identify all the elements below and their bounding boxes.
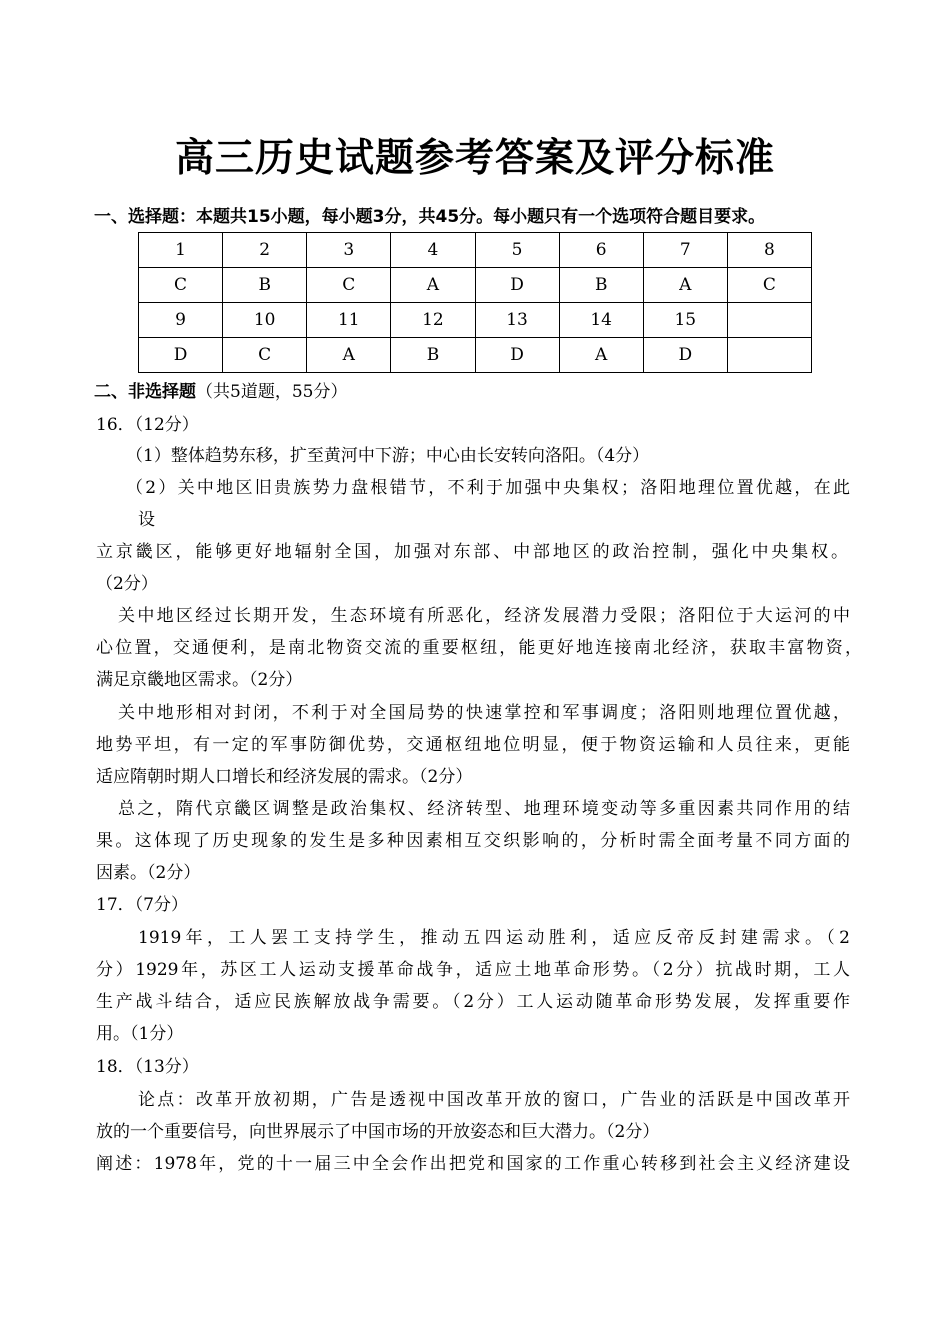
table-cell: 12 — [391, 303, 475, 338]
q16-part2-line1: （2）关中地区旧贵族势力盘根错节，不利于加强中央集权；洛阳地理位置优越，在此 — [126, 478, 850, 498]
table-cell: 4 — [391, 233, 475, 268]
table-cell: C — [307, 268, 391, 303]
table-row — [139, 268, 812, 303]
q18-line3: 阐述：1978年，党的十一届三中全会作出把党和国家的工作重心转移到社会主义经济建设 — [96, 1154, 850, 1174]
table-cell: D — [139, 338, 223, 373]
table-cell: 3 — [307, 233, 391, 268]
table-cell — [727, 338, 811, 373]
table-row — [139, 303, 812, 338]
q17-line2: 分）1929年，苏区工人运动支援革命战争，适应土地革命形势。（2分）抗战时期，工人 — [96, 960, 850, 980]
table-cell: A — [307, 338, 391, 373]
q18-line1: 论点：改革开放初期，广告是透视中国改革开放的窗口，广告业的活跃是中国改革开 — [138, 1090, 850, 1110]
q17-line1: 1919年，工人罢工支持学生，推动五四运动胜利，适应反帝反封建需求。（2 — [138, 928, 850, 948]
answer-table — [138, 232, 812, 373]
table-cell: D — [475, 268, 559, 303]
table-cell: 8 — [727, 233, 811, 268]
table-cell: B — [223, 268, 307, 303]
q16-para3-line1: 关中地形相对封闭，不利于对全国局势的快速掌控和军事调度；洛阳则地理位置优越， — [118, 703, 850, 723]
table-cell: 13 — [475, 303, 559, 338]
table-cell: 2 — [223, 233, 307, 268]
q16-para3-line2: 地势平坦，有一定的军事防御优势，交通枢纽地位明显，便于物资运输和人员往来，更能 — [96, 735, 850, 755]
q16-para2-line3: 满足京畿地区需求。（2分） — [96, 670, 303, 690]
q16-para2-line2: 心位置，交通便利，是南北物资交流的重要枢纽，能更好地连接南北经济，获取丰富物资， — [96, 638, 862, 658]
table-row — [139, 338, 812, 373]
table-cell: B — [391, 338, 475, 373]
q17-line4: 用。（1分） — [96, 1024, 184, 1044]
section-2-heading — [94, 380, 347, 404]
q18-heading: 18．（13分） — [96, 1057, 199, 1077]
page-title: 高三历史试题参考答案及评分标准 — [174, 135, 775, 181]
table-cell: C — [139, 268, 223, 303]
table-cell: 5 — [475, 233, 559, 268]
q16-para3-line3: 适应隋朝时期人口增长和经济发展的需求。（2分） — [96, 767, 473, 787]
table-cell: 10 — [223, 303, 307, 338]
table-cell: D — [475, 338, 559, 373]
table-cell: 9 — [139, 303, 223, 338]
section-1-heading — [94, 205, 765, 229]
table-cell: 14 — [559, 303, 643, 338]
table-row — [139, 233, 812, 268]
table-cell: 15 — [643, 303, 727, 338]
table-cell: A — [559, 338, 643, 373]
q16-para2-line1: 关中地区经过长期开发，生态环境有所恶化，经济发展潜力受限；洛阳位于大运河的中 — [118, 606, 850, 626]
table-cell: 7 — [643, 233, 727, 268]
q17-heading: 17．（7分） — [96, 895, 188, 915]
section-2-heading-note: （共5道题，55分） — [196, 382, 348, 402]
q17-line3: 生产战斗结合，适应民族解放战争需要。（2分）工人运动随革命形势发展，发挥重要作 — [96, 992, 850, 1012]
q16-para4-line2: 果。这体现了历史现象的发生是多种因素相互交织影响的，分析时需全面考量不同方面的 — [96, 831, 850, 851]
table-cell: 6 — [559, 233, 643, 268]
table-cell: C — [223, 338, 307, 373]
table-cell: B — [559, 268, 643, 303]
table-cell: A — [643, 268, 727, 303]
q16-part2-score1: （2分） — [96, 574, 158, 594]
q16-part2-line3: 立京畿区，能够更好地辐射全国，加强对东部、中部地区的政治控制，强化中央集权。 — [96, 542, 848, 562]
section-2-heading-label: 二、非选择题 — [94, 382, 196, 402]
table-cell: A — [391, 268, 475, 303]
table-cell: 1 — [139, 233, 223, 268]
q16-part2-line2: 设 — [138, 510, 155, 530]
q16-para4-line3: 因素。（2分） — [96, 863, 201, 883]
table-cell — [727, 303, 811, 338]
section-1-heading-text: 一、选择题：本题共15小题，每小题3分，共45分。每小题只有一个选项符合题目要求。 — [94, 207, 766, 227]
q16-part1: （1）整体趋势东移，扩至黄河中下游；中心由长安转向洛阳。（4分） — [126, 446, 650, 466]
table-cell: 11 — [307, 303, 391, 338]
q18-line2: 放的一个重要信号，向世界展示了中国市场的开放姿态和巨大潜力。（2分） — [96, 1122, 660, 1142]
q16-heading: 16．（12分） — [96, 415, 199, 435]
q16-para4-line1: 总之，隋代京畿区调整是政治集权、经济转型、地理环境变动等多重因素共同作用的结 — [118, 799, 850, 819]
table-cell: C — [727, 268, 811, 303]
table-cell: D — [643, 338, 727, 373]
